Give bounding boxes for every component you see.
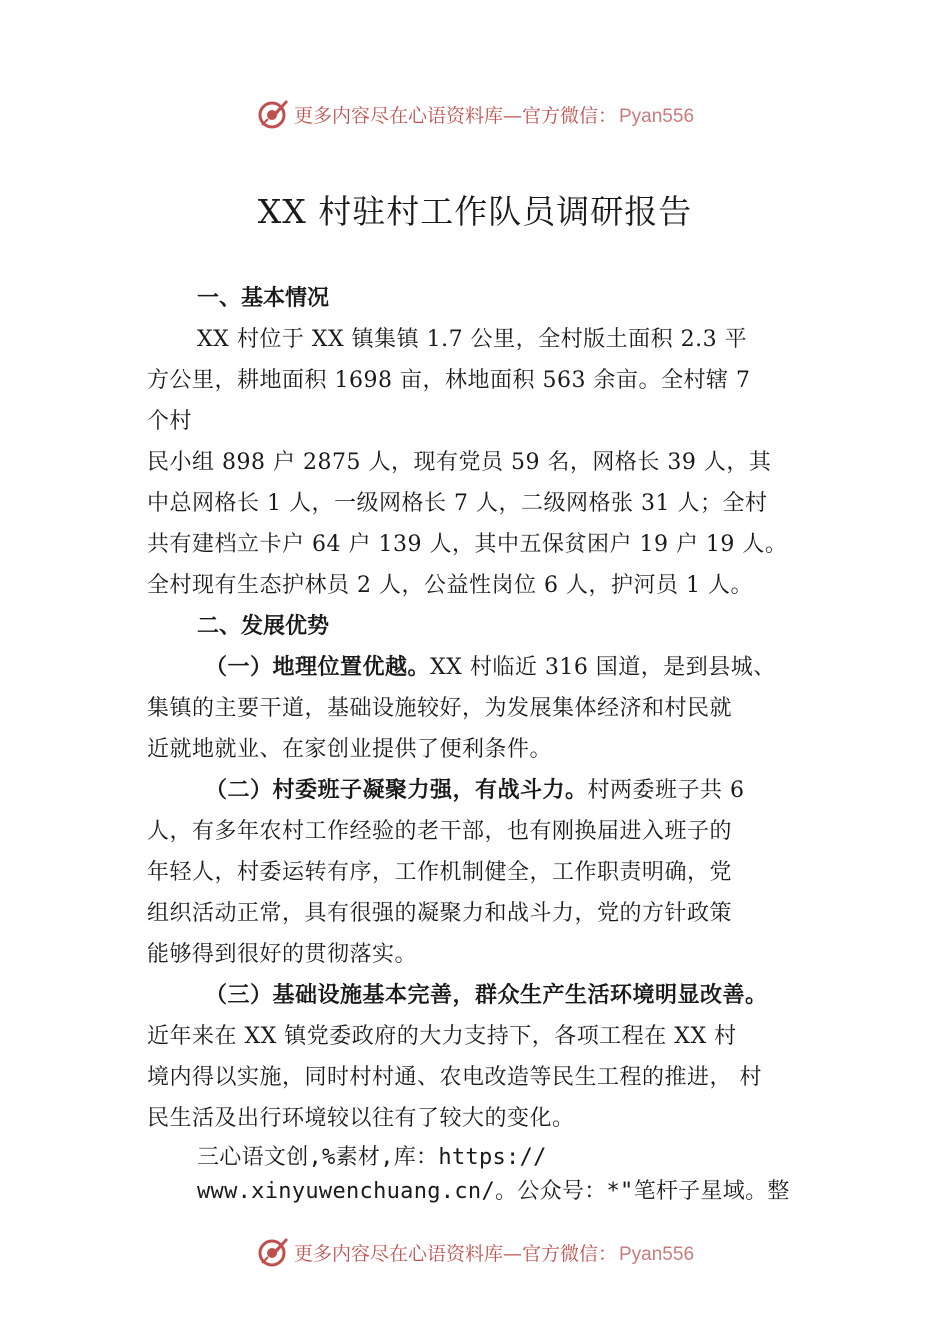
point-title: （三）基础设施基本完善，群众生产生活环境明显改善。 [205, 982, 768, 1008]
paragraph-line: 个村 [147, 409, 193, 434]
paragraph-line: 年轻人，村委运转有序，工作机制健全，工作职责明确，党 [147, 860, 733, 885]
paragraph-line: 中总网格长 1 人，一级网格长 7 人，二级网格张 31 人；全村 [147, 491, 768, 516]
paragraph-line: 近年来在 XX 镇党委政府的大力支持下，各项工程在 XX 村 [147, 1024, 737, 1049]
source-line: www.xinyuwenchuang.cn/。公众号：*"笔杆子星域。整 [197, 1179, 790, 1204]
point-title: （一）地理位置优越。 [205, 654, 431, 680]
watermark-banner-top [0, 94, 950, 134]
document-title: XX 村驻村工作队员调研报告 [257, 192, 693, 231]
paragraph-line: 全村现有生态护林员 2 人，公益性岗位 6 人，护河员 1 人。 [147, 573, 753, 598]
point-text: XX 村临近 316 国道，是到县城、 [430, 655, 776, 680]
paragraph-line: 组织活动正常，具有很强的凝聚力和战斗力，党的方针政策 [147, 901, 733, 926]
point-text: 村两委班子共 6 [587, 778, 745, 803]
point-first-line [147, 647, 827, 688]
wechat-id: Pyan556 [619, 105, 695, 127]
watermark-text: 更多内容尽在心语资料库—官方微信： Pyan556 [293, 104, 695, 127]
pen-logo-icon [256, 97, 290, 131]
paragraph-line: 人，有多年农村工作经验的老干部，也有刚换届进入班子的 [147, 819, 733, 844]
source-line: 三心语文创,%素材,库：https:// [197, 1145, 547, 1170]
watermark-text: 更多内容尽在心语资料库—官方微信： Pyan556 [293, 1242, 695, 1265]
section-heading-advantages: 二、发展优势 [197, 614, 330, 639]
paragraph-line: 集镇的主要干道，基础设施较好，为发展集体经济和村民就 [147, 696, 733, 721]
paragraph-line: 能够得到很好的贯彻落实。 [147, 942, 418, 967]
paragraph-line: 共有建档立卡户 64 户 139 人，其中五保贫困户 19 户 19 人。 [147, 532, 788, 557]
paragraph-line: 民小组 898 户 2875 人，现有党员 59 名，网格长 39 人，其 [147, 450, 772, 475]
paragraph-line: 民生活及出行环境较以往有了较大的变化。 [147, 1106, 575, 1131]
point-first-line [147, 975, 827, 1016]
watermark-banner-bottom [0, 1232, 950, 1272]
paragraph-line: 近就地就业、在家创业提供了便利条件。 [147, 737, 553, 762]
section-heading-basic: 一、基本情况 [197, 286, 330, 311]
wechat-id: Pyan556 [619, 1243, 695, 1265]
paragraph-line: 方公里，耕地面积 1698 亩，林地面积 563 余亩。全村辖 7 [147, 368, 751, 393]
point-title: （二）村委班子凝聚力强，有战斗力。 [205, 777, 588, 803]
paragraph-line: XX 村位于 XX 镇集镇 1.7 公里，全村版土面积 2.3 平 [197, 327, 748, 352]
pen-logo-icon [256, 1235, 290, 1269]
document-body [147, 278, 827, 1209]
point-first-line [147, 770, 827, 811]
paragraph-line: 境内得以实施，同时村村通、农电改造等民生工程的推进， 村 [147, 1065, 762, 1090]
